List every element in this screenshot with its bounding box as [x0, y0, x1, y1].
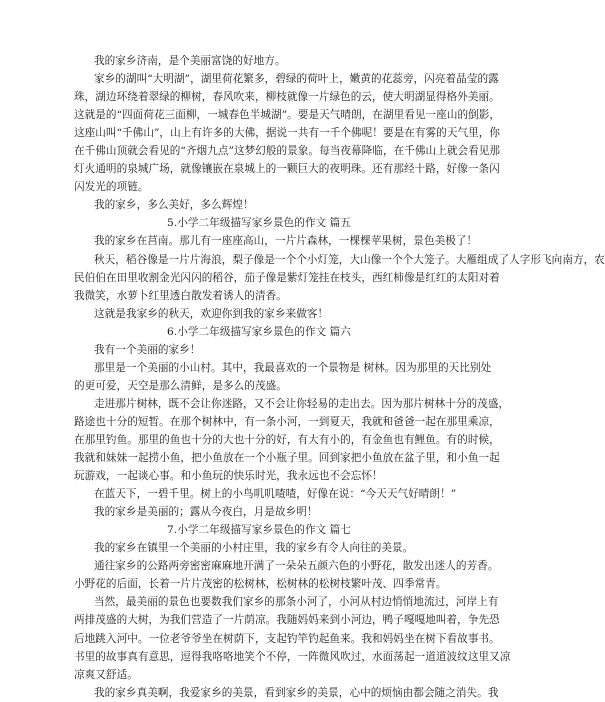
text-line: 我的家乡在镇里一个美丽的小村庄里，我的家乡有令人向往的美景。: [94, 542, 414, 555]
text-line: 珠，湖边环绕着翠绿的柳树，春风吹来，柳枝就像一片绿色的云，使大明湖显得格外美丽。: [74, 91, 500, 104]
text-line: 凉爽又舒适。: [74, 668, 138, 681]
text-line: 路途也十分的短暂。在那个树林中，有一条小河，一到夏天，我就和爸爸一起在那里乘凉，: [74, 415, 500, 428]
text-line: 在那里钓鱼。那里的鱼也十分的大也十分的好，有大有小的，有金鱼也有鲤鱼。有的时候，: [74, 433, 500, 446]
text-line: 这座山叫“千佛山”，山上有许多的大佛，据说一共有一千个佛呢！要是在有雾的天气里，你: [74, 127, 501, 140]
section-heading: 5.小学二年级描写家乡景色的作文 篇五: [167, 217, 351, 230]
text-line: 我就和妹妹一起捞小鱼，把小鱼放在一个小瓶子里。回到家把小鱼放在盆子里，和小鱼一起: [74, 452, 500, 465]
text-line: 后地跳入河中。一位老爷爷坐在树荫下，支起钓竿钓起鱼来。我和妈妈坐在树下看故事书。: [74, 632, 500, 645]
text-line: 两排茂盛的大树，为我们营造了一片荫凉。我随妈妈来到小河边，鸭子嘎嘎地叫着，争先恐: [74, 614, 500, 627]
text-line: 书里的故事真有意思，逗得我咯咯地笑个不停，一阵微风吹过，水面荡起一道道波纹这里又凉: [74, 650, 511, 663]
text-line: 这就是我家乡的秋天，欢迎你到我的家乡来做客！: [94, 307, 329, 320]
text-line: 走进那片树林，既不会让你迷路，又不会让你轻易的走出去。因为那片树林十分的茂盛，: [94, 397, 510, 410]
text-line: 秋天，稻谷像是一片片海浪，梨子像是一个个小灯笼，大山像一个个大笼子。大雁组成了人字形飞向南方，农: [94, 253, 605, 266]
text-line: 闪发光的项链。: [74, 181, 149, 194]
text-line: 家乡的湖叫“大明湖”，湖里荷花繁多，碧绿的荷叶上，嫩黄的花蕊旁，闪亮着晶莹的露: [94, 73, 499, 86]
text-line: 当然，最美丽的景色也要数我们家乡的那条小河了，小河从村边悄悄地流过，河岸上有: [94, 596, 499, 609]
text-line: 这就是的“四面荷花三面柳，一城春色半城湖”。要是天气晴朗，在湖里看见一座山的倒影，: [74, 109, 501, 122]
text-line: 我的家乡真美啊，我爱家乡的美景，看到家乡的美景，心中的烦恼由都会随之消失。我: [94, 686, 499, 699]
section-heading: 7.小学二年级描写家乡景色的作文 篇七: [167, 524, 351, 537]
text-line: 玩游戏，一起谈心事。和小鱼玩的快乐时光，我永远也不会忘怀！: [74, 470, 383, 483]
text-line: 小野花的后面，长着一片片茂密的松树林，松树林的松树枝繁叶茂、四季常青。: [74, 578, 447, 591]
text-line: 我的家乡济南，是个美丽富饶的好地方。: [94, 55, 286, 67]
text-line: 在千佛山顶就会看见的“齐烟九点”这梦幻般的景象。每当夜幕降临，在千佛山上就会看见那: [74, 145, 501, 158]
text-line: 我的家乡是美丽的；露从今夜白，月是故乡明！: [94, 506, 318, 519]
text-line: 那里是一个美丽的小山村。其中，我最喜欢的一个景物是 树林。因为那里的天比别处: [94, 361, 492, 374]
text-line: 民伯伯在田里收割金光闪闪的稻谷，茄子像是紫灯笼挂在枝头，西红柿像是红红的太阳对着: [74, 271, 500, 284]
text-line: 我的家乡，多么美好，多么辉煌！: [94, 199, 254, 212]
text-line: 我的家乡在莒南。那儿有一座座高山，一片片森林，一棵棵苹果树，景色美极了！: [94, 235, 478, 248]
section-heading: 6.小学二年级描写家乡景色的作文 篇六: [167, 325, 351, 338]
text-line: 灯火通明的泉城广场，就像镶嵌在泉城上的一颗巨大的夜明珠。还有那经十路，好像一条闪: [74, 163, 500, 176]
text-line: 通往家乡的公路两旁密密麻麻地开满了一朵朵五颜六色的小野花，散发出迷人的芳香。: [94, 560, 499, 573]
text-line: 我有一个美丽的家乡！: [94, 343, 201, 356]
text-line: 在蓝天下，一碧千里。树上的小鸟叽叽喳喳，好像在说：“今天天气好晴朗！”: [94, 488, 457, 501]
text-line: 我微笑，水萝卜红里透白散发着诱人的清香。: [74, 289, 287, 302]
text-line: 的更可爱，天空是那么清鲜，是多么的茂盛。: [74, 379, 287, 392]
